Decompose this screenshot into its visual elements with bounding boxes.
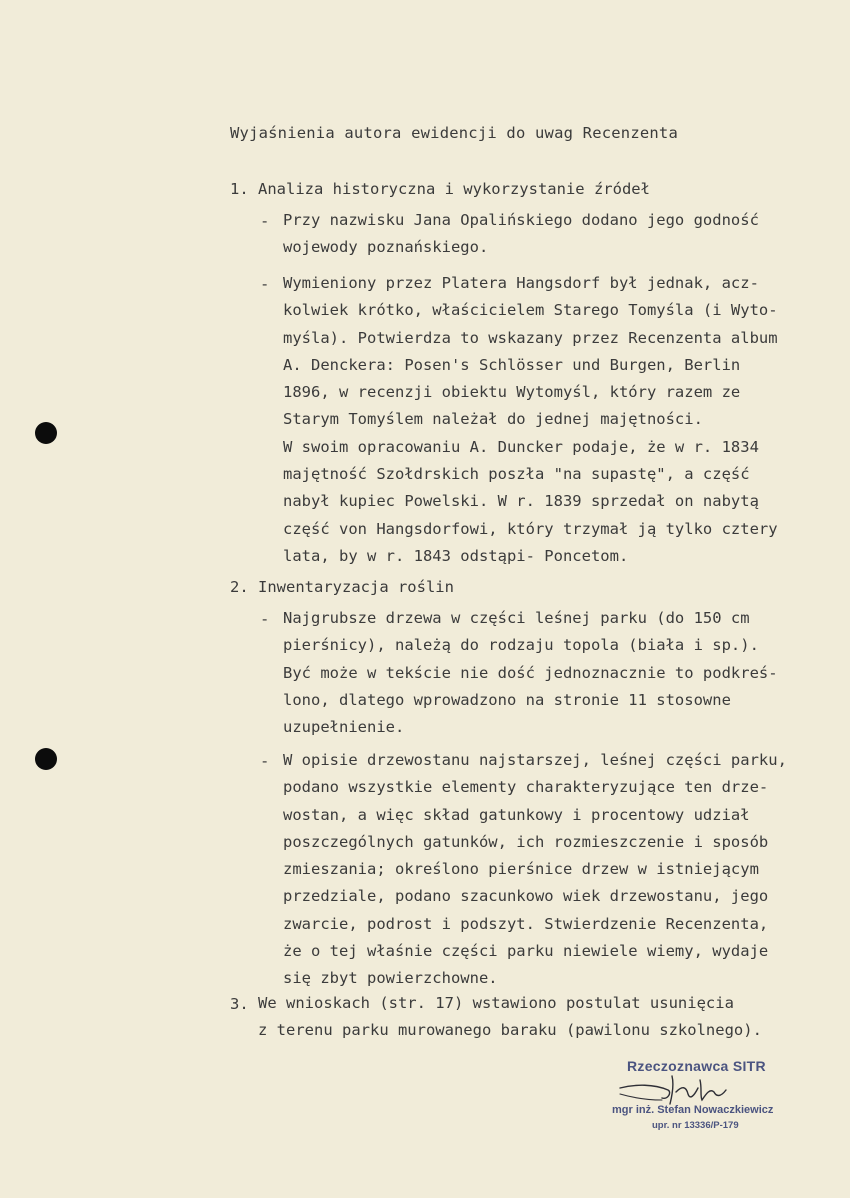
bullet-dash: -: [260, 212, 270, 230]
stamp-title: Rzeczoznawca SITR: [627, 1058, 766, 1074]
text-line: majętność Szołdrskich poszła "na supastę", a część: [283, 465, 750, 484]
text-line: Być może w tekście nie dość jednoznacznie to podkreś-: [283, 663, 778, 682]
section-number: 2.: [230, 578, 249, 596]
bullet-dash: -: [260, 752, 270, 770]
text-line: zmieszania; określono pierśnice drzew w istniejącym: [283, 860, 759, 879]
text-line: A. Denckera: Posen's Schlösser und Burgen, Berlin: [283, 355, 741, 374]
section-title: Analiza historyczna i wykorzystanie źródeł: [258, 180, 650, 198]
text-line: Najgrubsze drzewa w części leśnej parku (do 150 cm: [283, 609, 750, 627]
bullet-dash: -: [260, 610, 270, 628]
text-line: część von Hangsdorfowi, który trzymał ją tylko cztery: [283, 519, 778, 538]
text-line: 1896, w recenzji obiektu Wytomyśl, który razem ze: [283, 383, 741, 402]
text-line: zwarcie, podrost i podszyt. Stwierdzenie Recenzenta,: [283, 914, 769, 933]
section-title: Inwentaryzacja roślin: [258, 578, 454, 596]
paragraph-2a: [283, 605, 778, 741]
text-line: wostan, a więc skład gatunkowy i procentowy udział: [283, 805, 750, 824]
text-line: poszczególnych gatunków, ich rozmieszczenie i sposób: [283, 832, 769, 851]
section-3-number-wrap: [230, 995, 258, 1013]
paragraph-1b: [283, 270, 778, 570]
text-line: uzupełnienie.: [283, 718, 405, 737]
punch-hole-bottom: [35, 748, 57, 770]
paragraph-2b: [283, 747, 787, 993]
text-line: lono, dlatego wprowadzono na stronie 11 stosowne: [283, 690, 731, 709]
section-number: 1.: [230, 180, 249, 198]
paragraph-3: [258, 990, 762, 1045]
text-line: kolwiek krótko, właścicielem Starego Tomyśla (i Wyto-: [283, 301, 778, 320]
text-line: się zbyt powierzchowne.: [283, 969, 498, 988]
text-line: podano wszystkie elementy charakteryzujące ten drze-: [283, 778, 769, 797]
bullet-dash: -: [260, 275, 270, 293]
text-line: We wnioskach (str. 17) wstawiono postulat usunięcia: [258, 994, 734, 1012]
stamp-name: mgr inż. Stefan Nowaczkiewicz: [612, 1104, 774, 1116]
text-line: wojewody poznańskiego.: [283, 238, 489, 257]
text-line: przedziale, podano szacunkowo wiek drzewostanu, jego: [283, 887, 769, 906]
document-title: Wyjaśnienia autora ewidencji do uwag Recenzenta: [230, 124, 678, 142]
text-line: że o tej właśnie części parku niewiele wiemy, wydaje: [283, 942, 769, 961]
text-line: myśla). Potwierdza to wskazany przez Recenzenta album: [283, 328, 778, 347]
text-line: Przy nazwisku Jana Opalińskiego dodano jego godność: [283, 211, 759, 229]
text-line: lata, by w r. 1843 odstąpi- Poncetom.: [283, 546, 629, 565]
text-line: nabył kupiec Powelski. W r. 1839 sprzedał on nabytą: [283, 492, 759, 511]
section-number: 3.: [230, 995, 249, 1013]
text-line: z terenu parku murowanego baraku (pawilonu szkolnego).: [258, 1021, 762, 1040]
text-line: Wymieniony przez Platera Hangsdorf był jednak, acz-: [283, 274, 759, 292]
punch-hole-top: [35, 422, 57, 444]
section-1-heading: [230, 180, 650, 198]
text-line: pierśnicy), należą do rodzaju topola (biała i sp.).: [283, 636, 759, 655]
section-2-heading: [230, 578, 454, 596]
paragraph-1a: [283, 207, 759, 262]
text-line: W swoim opracowaniu A. Duncker podaje, że w r. 1834: [283, 437, 759, 456]
stamp-registration: upr. nr 13336/P-179: [652, 1120, 739, 1131]
text-line: W opisie drzewostanu najstarszej, leśnej części parku,: [283, 751, 787, 769]
text-line: Starym Tomyślem należał do jednej majętności.: [283, 410, 703, 429]
